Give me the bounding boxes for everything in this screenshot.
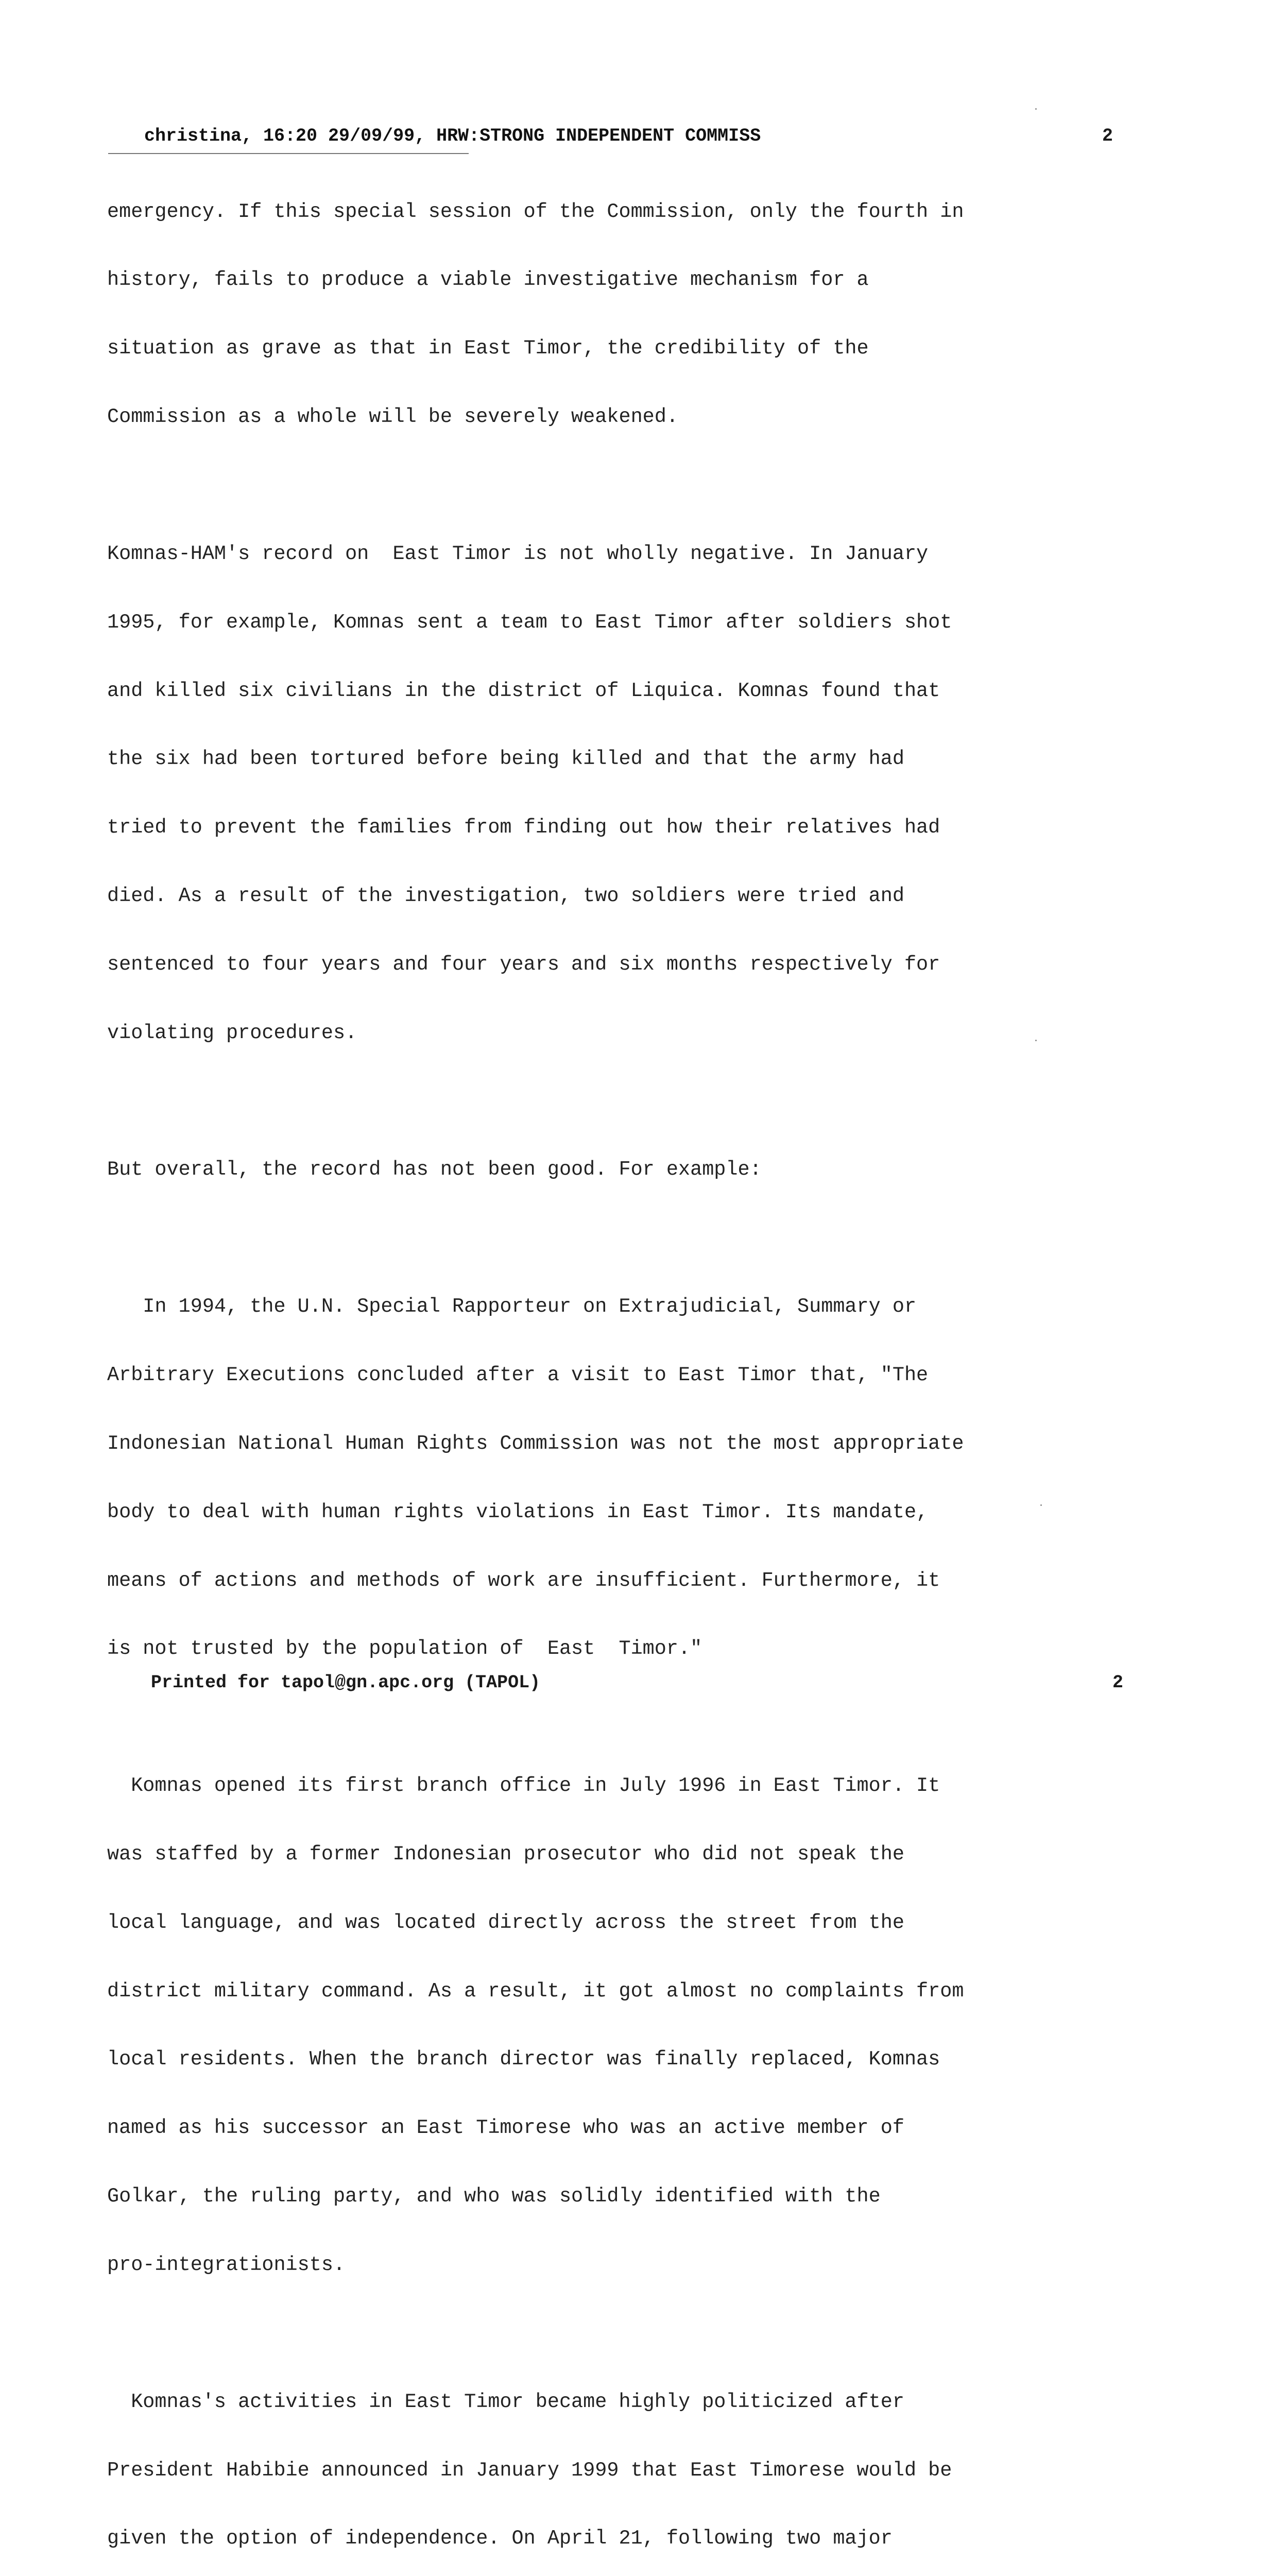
- text-line: local residents. When the branch director was finally replaced, Komnas: [107, 2048, 940, 2071]
- text-line: situation as grave as that in East Timor, the credibility of the: [107, 337, 869, 360]
- text-line: Arbitrary Executions concluded after a visit to East Timor that, "The: [107, 1363, 929, 1386]
- text-line: history, fails to produce a viable investigative mechanism for a: [107, 268, 869, 292]
- text-line: body to deal with human rights violations in East Timor. Its mandate,: [107, 1500, 929, 1523]
- text-line: Komnas opened its first branch office in July 1996 in East Timor. It: [107, 1774, 940, 1797]
- text-line: given the option of independence. On April 21, following two major: [107, 2527, 893, 2550]
- print-footer: Printed for tapol@gn.apc.org (TAPOL): [151, 1672, 541, 1693]
- paragraph: [107, 1728, 1199, 2322]
- text-line: is not trusted by the population of East Timor.": [107, 1637, 702, 1660]
- text-line: the six had been tortured before being killed and that the army had: [107, 748, 904, 771]
- text-line: means of actions and methods of work are insufficient. Furthermore, it: [107, 1569, 940, 1592]
- text-line: died. As a result of the investigation, two soldiers were tried and: [107, 885, 904, 908]
- header-page-number: 2: [1102, 126, 1113, 146]
- text-line: tried to prevent the families from finding out how their relatives had: [107, 816, 940, 839]
- text-line: President Habibie announced in January 1999 that East Timorese would be: [107, 2459, 952, 2482]
- paragraph: [107, 2345, 1199, 2576]
- text-line: Indonesian National Human Rights Commission was not the most appropriate: [107, 1432, 964, 1455]
- text-line: local language, and was located directly across the street from the: [107, 1911, 904, 1934]
- text-line: 1995, for example, Komnas sent a team to East Timor after soldiers shot: [107, 611, 952, 634]
- text-line: Golkar, the ruling party, and who was solidly identified with the: [107, 2185, 881, 2208]
- text-line: and killed six civilians in the district of Liquica. Komnas found that: [107, 679, 940, 702]
- text-line: district military command. As a result, it got almost no complaints from: [107, 1979, 964, 2003]
- text-line: pro-integrationists.: [107, 2253, 346, 2277]
- text-line: Komnas's activities in East Timor became highly politicized after: [107, 2390, 904, 2413]
- scan-speck: [1035, 1040, 1037, 1041]
- text-line: was staffed by a former Indonesian prosecutor who did not speak the: [107, 1842, 904, 1866]
- text-line: sentenced to four years and four years and six months respectively for: [107, 953, 940, 976]
- quote-paragraph: [107, 1249, 1199, 1706]
- document-body: [107, 155, 1199, 2576]
- footer-page-number: 2: [1112, 1672, 1124, 1693]
- fax-header: christina, 16:20 29/09/99, HRW:STRONG INDEPENDENT COMMISS: [144, 126, 761, 146]
- text-line: emergency. If this special session of the Commission, only the fourth in: [107, 200, 964, 223]
- text-line: Commission as a whole will be severely weakened.: [107, 405, 678, 429]
- scan-speck: [1040, 1504, 1042, 1506]
- paragraph: [107, 497, 1199, 1090]
- paragraph: [107, 155, 1199, 474]
- header-rule: [108, 153, 469, 154]
- text-line: violating procedures.: [107, 1021, 357, 1044]
- scan-speck: [1035, 108, 1037, 110]
- text-line: But overall, the record has not been good. For example:: [107, 1158, 762, 1181]
- text-line: Komnas-HAM's record on East Timor is not wholly negative. In January: [107, 542, 929, 565]
- text-line: In 1994, the U.N. Special Rapporteur on Extrajudicial, Summary or: [107, 1295, 917, 1318]
- text-line: named as his successor an East Timorese who was an active member of: [107, 2116, 904, 2140]
- paragraph: [107, 1113, 1199, 1227]
